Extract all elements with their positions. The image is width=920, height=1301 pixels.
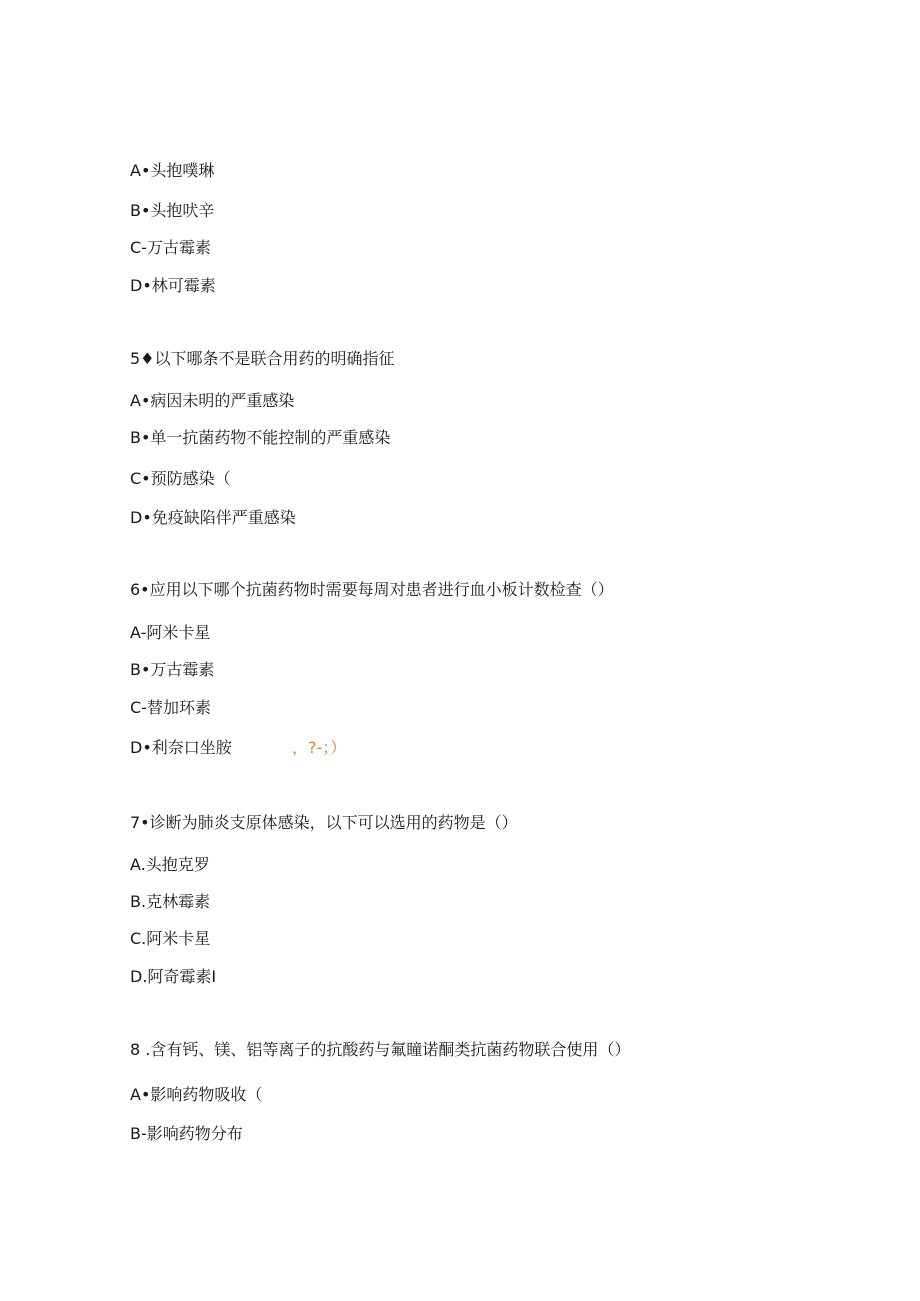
question-6-option-d: D•利奈口坐胺 — [130, 738, 232, 757]
question-7-option-d: D.阿奇霉素I — [130, 967, 217, 986]
option-d: D•林可霉素 — [130, 276, 216, 295]
question-6-option-a: A-阿米卡星 — [130, 623, 211, 642]
question-8-option-b: B-影响药物分布 — [130, 1124, 243, 1143]
question-7-option-b: B.克林霉素 — [130, 892, 211, 911]
question-5-option-d: D•免疫缺陷伴严重感染 — [130, 508, 296, 527]
question-5-option-c: C•预防感染（ — [130, 469, 231, 488]
option-a: A•头抱噗琳 — [130, 161, 215, 180]
question-6-option-c: C-替加环素 — [130, 698, 211, 717]
question-7-option-a: A.头抱克罗 — [130, 855, 210, 874]
question-5-stem: 5♦以下哪条不是联合用药的明确指征 — [130, 349, 395, 368]
option-c: C-万古霉素 — [130, 238, 211, 257]
question-5-option-a: A•病因未明的严重感染 — [130, 391, 295, 410]
question-8-stem: 8 .含有钙、镁、铝等离子的抗酸药与氟瞳诺酮类抗菌药物联合使用（） — [130, 1040, 631, 1059]
stray-marks: ，?-；） — [292, 738, 347, 757]
question-7-stem: 7•诊断为肺炎支原体感染，以下可以选用的药物是（） — [130, 813, 518, 832]
option-b: B•头抱吠辛 — [130, 201, 215, 220]
question-8-option-a: A•影响药物吸收（ — [130, 1085, 263, 1104]
question-6-stem: 6•应用以下哪个抗菌药物时需要每周对患者进行血小板计数检查（） — [130, 580, 614, 599]
question-7-option-c: C.阿米卡星 — [130, 929, 211, 948]
question-5-option-b: B•单一抗菌药物不能控制的严重感染 — [130, 428, 391, 447]
question-6-option-b: B•万古霉素 — [130, 660, 215, 679]
